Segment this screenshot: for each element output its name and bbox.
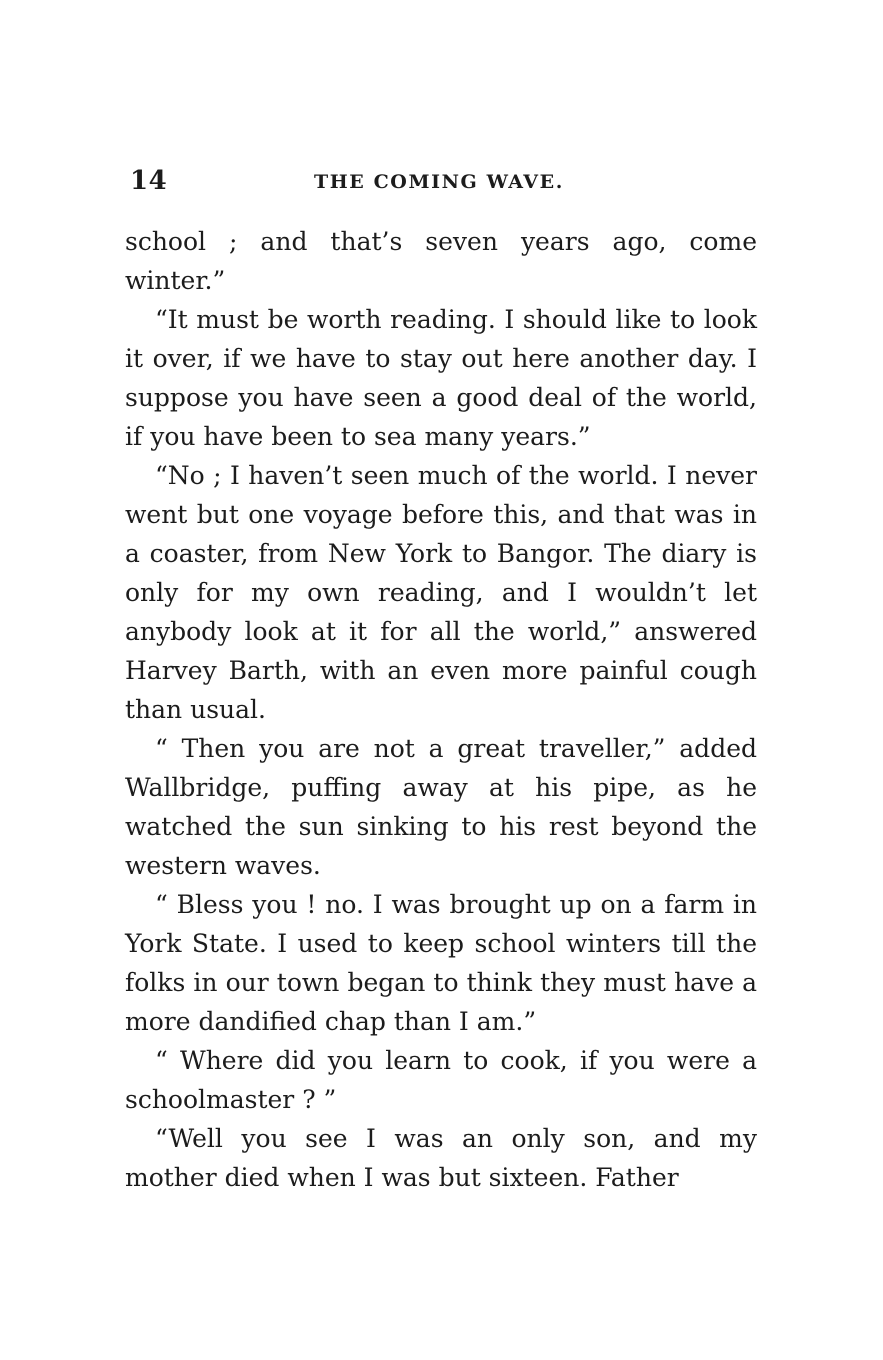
paragraph: “It must be worth reading. I should like to look it over, if we have to stay out here another day. I suppose you have seen a good deal of the world, if you have been to sea many years.” (125, 305, 757, 451)
paragraph-continued: school ; and that’s seven years ago, come winter.” (125, 227, 757, 295)
page-header (130, 166, 756, 198)
paragraph: “ Where did you learn to cook, if you were a schoolmaster ? ” (125, 1046, 757, 1114)
paragraph: “No ; I haven’t seen much of the world. I never went but one voyage before this, and that was in a coaster, from New York to Bangor. The diary is only for my own reading, and I wouldn’t let anybody look at it for all the world,” answered Harvey Barth, with an even more painful cough than usual. (125, 461, 757, 724)
page-number: 14 (130, 166, 168, 196)
page-body (125, 222, 757, 1197)
running-title: THE COMING WAVE. (314, 171, 564, 193)
paragraph: “ Bless you ! no. I was brought up on a farm in York State. I used to keep school winters till the folks in our town began to think they must have a more dandified chap than I am.” (125, 890, 757, 1036)
paragraph: “Well you see I was an only son, and my mother died when I was but sixteen. Father (125, 1124, 757, 1192)
paragraph: “ Then you are not a great traveller,” added Wallbridge, puffing away at his pipe, as he watched the sun sinking to his rest beyond the western waves. (125, 734, 757, 880)
